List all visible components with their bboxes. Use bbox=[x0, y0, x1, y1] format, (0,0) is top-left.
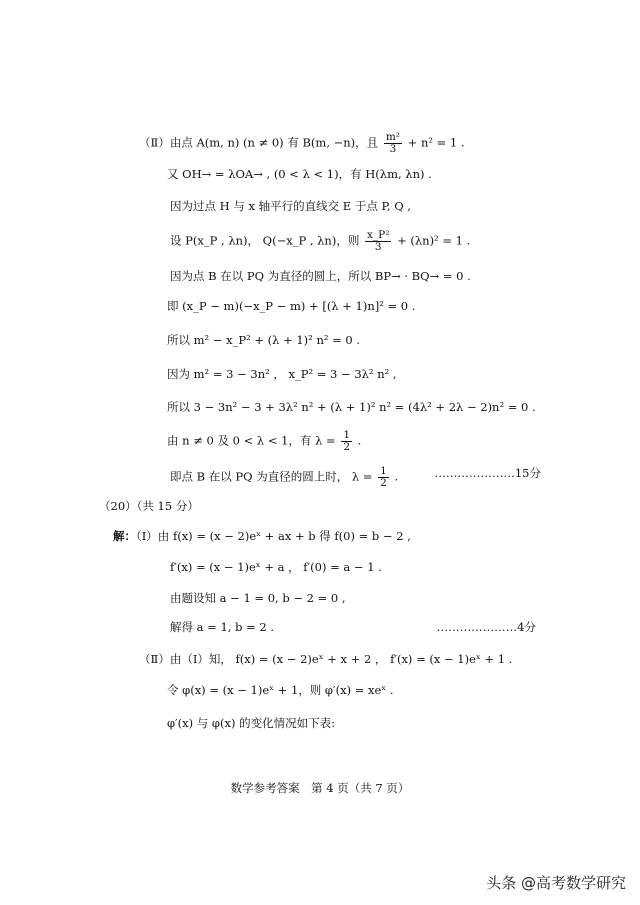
conclusion: 即点 B 在以 PQ 为直径的圆上时， λ = $\frac{1}{2}$ . bbox=[170, 465, 399, 489]
fraction: $\frac{\text{m²}}{3}$ bbox=[385, 131, 400, 155]
part2-start: （Ⅱ）由（Ⅰ）知， f(x) = (x − 2)eˣ + x + 2 ， f′(x) = (x − 1)eˣ + 1 . bbox=[139, 652, 513, 666]
points-pq: 设 P(x_P , λn)， Q(−x_P , λn)，则 $\frac{\text{x\_P²}}{3}$ + (λn)² = 1 . bbox=[170, 229, 471, 253]
lambda-solution: 由 n ≠ 0 及 0 < λ < 1，有 λ = $\frac{1}{2}$ . bbox=[167, 429, 362, 453]
table-intro: φ′(x) 与 φ(x) 的变化情况如下表: bbox=[167, 716, 335, 730]
solve-ab: 解得 a = 1, b = 2 . bbox=[170, 620, 275, 634]
circle-condition: 因为点 B 在以 PQ 为直径的圆上，所以 BP→ · BQ→ = 0 . bbox=[170, 269, 471, 283]
fraction: $\frac{1}{2}$ bbox=[380, 465, 387, 489]
score-mark: …………………4分 bbox=[436, 620, 536, 634]
simplified-equation: 所以 m² − x_P² + (λ + 1)² n² = 0 . bbox=[167, 333, 361, 347]
watermark: 头条 @高考数学研究 bbox=[486, 874, 626, 892]
line-through-h: 因为过点 H 与 x 轴平行的直线交 E 于点 P, Q , bbox=[170, 199, 411, 213]
substitution: 因为 m² = 3 − 3n² ， x_P² = 3 − 3λ² n² , bbox=[167, 367, 397, 381]
fraction: $\frac{\text{x\_P²}}{3}$ bbox=[366, 229, 390, 253]
score-mark: …………………15分 bbox=[434, 466, 541, 480]
given-conditions: 由题设知 a − 1 = 0, b − 2 = 0 , bbox=[170, 591, 346, 605]
dot-product-expansion: 即 (x_P − m)(−x_P − m) + [(λ + 1)n]² = 0 . bbox=[167, 299, 416, 313]
derivative: f′(x) = (x − 1)eˣ + a ， f′(0) = a − 1 . bbox=[170, 560, 382, 574]
part2-condition: （Ⅱ）由点 A(m, n) (n ≠ 0) 有 B(m, −n)，且 $\frac{\text{m²}}{3}$ + n² = 1 . bbox=[139, 131, 465, 155]
define-phi: 令 φ(x) = (x − 1)eˣ + 1，则 φ′(x) = xeˣ . bbox=[167, 683, 394, 697]
page-footer: 数学参考答案 第 4 页（共 7 页） bbox=[230, 781, 410, 795]
fraction: $\frac{1}{2}$ bbox=[343, 429, 351, 453]
question-20-heading: （20）（共 15 分） bbox=[99, 499, 199, 513]
combined-equation: 所以 3 − 3n² − 3 + 3λ² n² + (λ + 1)² n² = (4λ² + 2λ − 2)n² = 0 . bbox=[167, 400, 536, 414]
vector-relation: 又 OH→ = λOA→ , (0 < λ < 1)，有 H(λm, λn) . bbox=[167, 167, 432, 181]
solution-label: 解： bbox=[113, 529, 136, 543]
part1-start: 解：（Ⅰ）由 f(x) = (x − 2)eˣ + ax + b 得 f(0) = b − 2 , bbox=[113, 529, 411, 543]
